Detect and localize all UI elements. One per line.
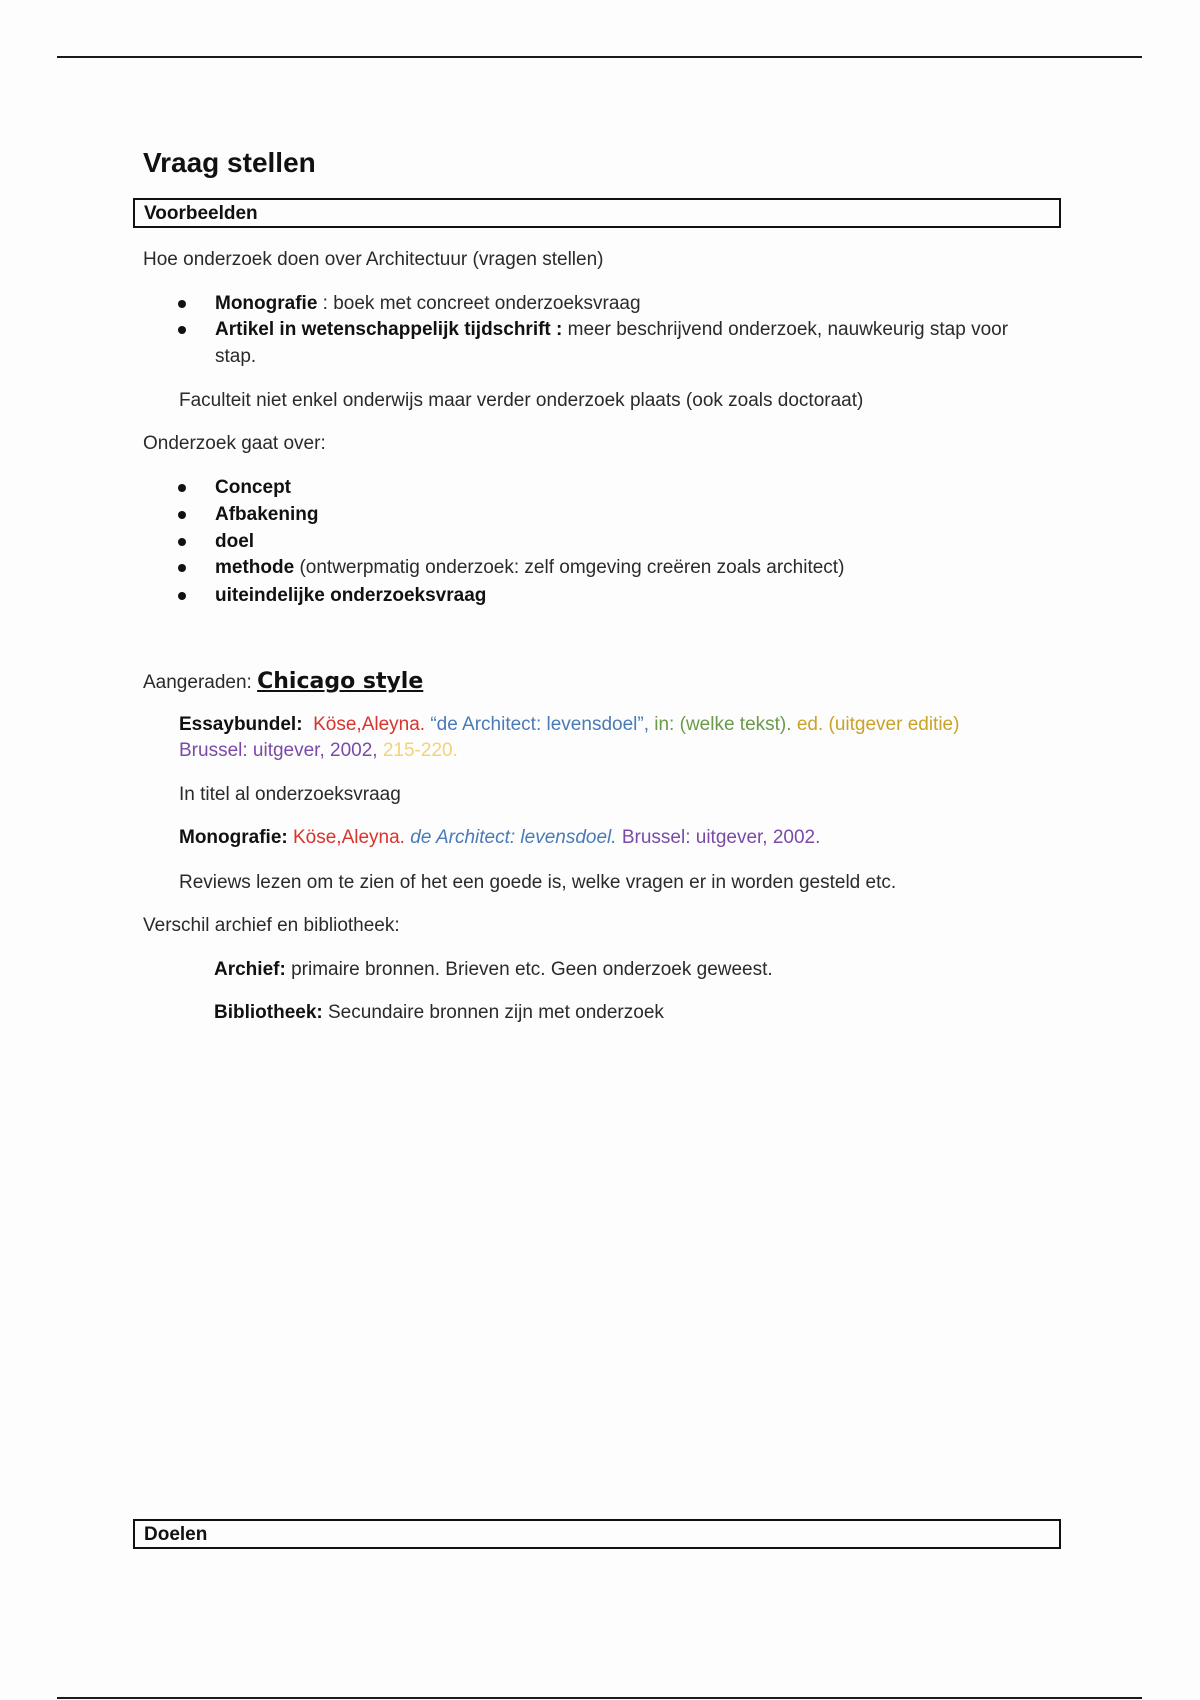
- in-titel-paragraph: In titel al onderzoeksvraag: [179, 784, 401, 805]
- list-item-text: meer beschrijvend onderzoek, nauwkeurig stap voor: [562, 319, 1009, 340]
- monografie-citation: Monografie: Köse,Aleyna. de Architect: levensdoel. Brussel: uitgever, 2002.: [179, 827, 821, 848]
- list-item: [215, 317, 1008, 343]
- list-item: [215, 291, 641, 317]
- onderzoek-gaat-over: Onderzoek gaat over:: [143, 433, 326, 454]
- bullet-icon: [178, 538, 186, 546]
- reviews-paragraph: Reviews lezen om te zien of het een goede is, welke vragen er in worden gesteld etc.: [179, 872, 897, 893]
- archief-line: Archief: primaire bronnen. Brieven etc. Geen onderzoek geweest.: [214, 959, 773, 980]
- list-item: Afbakening: [215, 504, 319, 525]
- section-heading-voorbeelden: Voorbeelden: [133, 198, 1061, 228]
- aangeraden-line: [143, 669, 423, 696]
- bullet-icon: [178, 326, 186, 334]
- list-item-continuation: stap.: [215, 346, 257, 367]
- intro-paragraph: Hoe onderzoek doen over Architectuur (vragen stellen): [143, 249, 604, 270]
- list-item: methode (ontwerpmatig onderzoek: zelf omgeving creëren zoals architect): [215, 557, 845, 578]
- list-item: uiteindelijke onderzoeksvraag: [215, 585, 487, 606]
- bullet-icon: [178, 300, 186, 308]
- list-item: Concept: [215, 477, 291, 498]
- list-item: doel: [215, 531, 255, 552]
- section-heading-doelen: Doelen: [133, 1519, 1061, 1549]
- bullet-icon: [178, 592, 186, 600]
- list-item-term: Artikel in wetenschappelijk tijdschrift :: [215, 319, 563, 340]
- bullet-icon: [178, 564, 186, 572]
- chicago-style-heading: Chicago style: [257, 669, 424, 694]
- faculteit-paragraph: Faculteit niet enkel onderwijs maar verder onderzoek plaats (ook zoals doctoraat): [179, 390, 864, 411]
- header-rule: [57, 56, 1142, 58]
- page-title: Vraag stellen: [143, 147, 316, 178]
- list-item-term: Monografie: [215, 293, 318, 314]
- list-item-text: : boek met concreet onderzoeksvraag: [317, 293, 641, 314]
- footer-rule: [57, 1697, 1142, 1699]
- essaybundel-citation: Essaybundel: Köse,Aleyna. “de Architect: levensdoel”, in: (welke tekst). ed. (uitgever editie): [179, 714, 960, 735]
- aangeraden-label: Aangeraden:: [143, 672, 258, 693]
- bullet-icon: [178, 484, 186, 492]
- bibliotheek-line: Bibliotheek: Secundaire bronnen zijn met onderzoek: [214, 1002, 664, 1023]
- verschil-paragraph: Verschil archief en bibliotheek:: [143, 915, 400, 936]
- bullet-icon: [178, 511, 186, 519]
- essaybundel-citation-cont: Brussel: uitgever, 2002, 215-220.: [179, 740, 458, 761]
